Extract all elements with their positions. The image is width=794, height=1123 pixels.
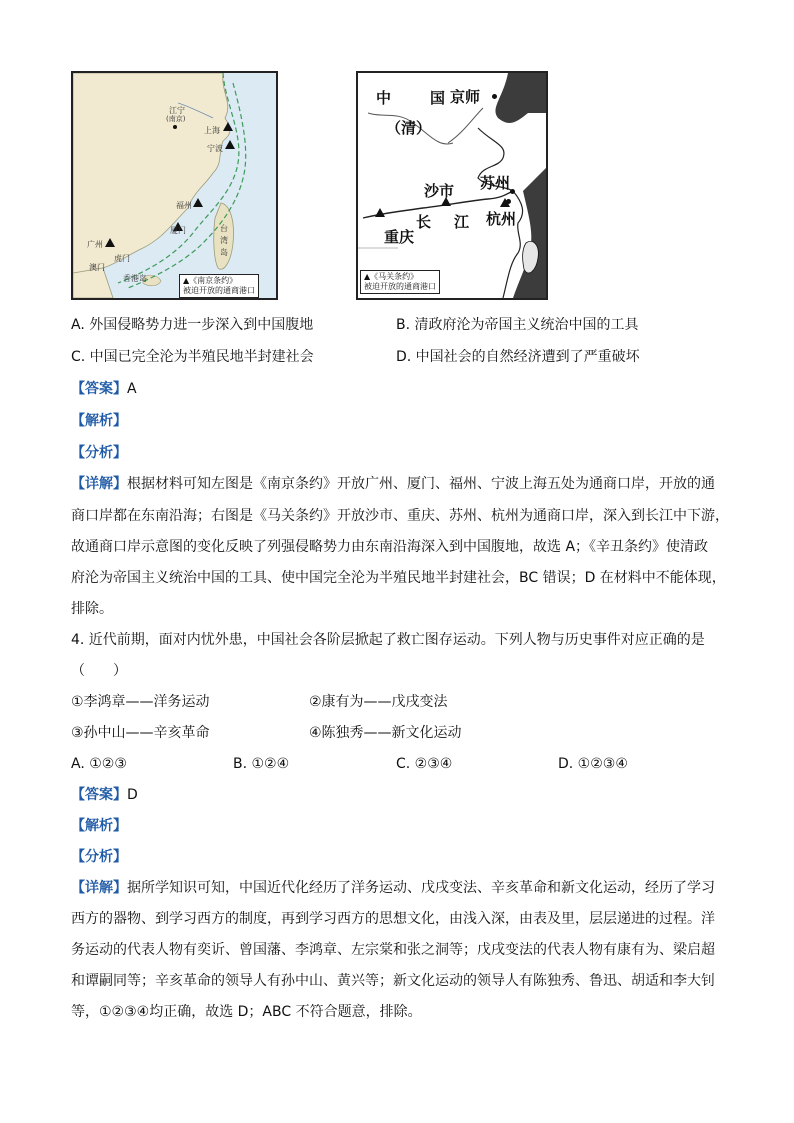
answer-value: A <box>127 381 137 397</box>
label-taiwan-2: 湾 <box>220 236 228 245</box>
q4-detail-line-5: 等，①②③④均正确，故选 D；ABC 不符合题意，排除。 <box>71 1004 422 1020</box>
label-guo: 国 <box>430 89 446 107</box>
q4-jiexi: 【解析】 <box>71 818 127 834</box>
label-humen: 虎门 <box>114 254 130 263</box>
label-suzhou: 苏州 <box>480 174 511 192</box>
q4-fenxi: 【分析】 <box>71 849 127 865</box>
label-jingshi: 京师 <box>450 88 481 106</box>
q4-detail-line-2: 西方的器物、到学习西方的制度，再到学习西方的思想文化，由浅入深，由表及里，层层递进的过程。洋 <box>71 911 715 927</box>
legend-caption: 被迫开放的通商港口 <box>183 286 255 295</box>
legend-caption: 被迫开放的通商港口 <box>364 282 436 291</box>
q3-fenxi: 【分析】 <box>71 445 127 461</box>
q4-answer <box>71 785 138 805</box>
guangzhou-port-marker <box>105 238 115 247</box>
q4-stem-line-1: 4. 近代前期，面对内忧外患，中国社会各阶层掀起了救亡图存运动。下列人物与历史事件对应正确的是 <box>71 632 705 648</box>
q3-option-d: D. 中国社会的自然经济遭到了严重破坏 <box>396 349 640 365</box>
label-chongqing: 重庆 <box>384 228 415 246</box>
q4-item-1: ①李鸿章——洋务运动 <box>71 694 210 710</box>
label-aomen: 澳门 <box>89 263 105 272</box>
label-jiang: 江 <box>454 213 470 231</box>
shashi-port-marker <box>441 197 451 206</box>
detail-text: 根据材料可知左图是《南京条约》开放广州、厦门、福州、宁波上海五处为通商口岸，开放的通 <box>127 476 715 492</box>
q3-detail-line-5: 排除。 <box>71 601 113 617</box>
ningbo-port-marker <box>225 140 235 149</box>
hangzhou-city-marker <box>506 199 511 204</box>
q4-detail-line-1 <box>71 878 715 898</box>
maguan-map-legend <box>360 270 440 294</box>
nanjing-map-legend <box>179 274 259 298</box>
q3-detail-line-3: 故通商口岸示意图的变化反映了列强侵略势力由东南沿海深入到中国腹地，故选 A；《辛丑条约》使清政 <box>71 539 709 555</box>
label-shashi: 沙市 <box>424 182 455 200</box>
q4-detail-line-3: 务运动的代表人物有奕䜣、曾国藩、李鸿章、左宗棠和张之洞等；戊戌变法的代表人物有康有为、梁启超 <box>71 942 715 958</box>
q3-detail-line-4: 府沦为帝国主义统治中国的工具、使中国完全沦为半殖民地半封建社会，BC 错误；D 在材料中不能体现， <box>71 570 726 586</box>
jingshi-marker <box>492 94 497 99</box>
legend-title: ▲《南京条约》 <box>183 276 238 285</box>
label-jiangning: 江宁 <box>169 106 185 115</box>
q3-detail-line-1 <box>71 474 715 494</box>
q3-answer <box>71 379 137 399</box>
q3-option-a: A. 外国侵略势力进一步深入到中国腹地 <box>71 317 314 333</box>
label-taiwan-3: 岛 <box>220 248 228 257</box>
q4-option-d: D. ①②③④ <box>558 756 628 772</box>
label-nanjing: (南京) <box>166 115 186 123</box>
answer-tag: 【答案】 <box>71 787 127 803</box>
legend-title: ▲《马关条约》 <box>364 272 419 281</box>
q4-option-a: A. ①②③ <box>71 756 127 772</box>
q4-option-c: C. ②③④ <box>396 756 453 772</box>
label-fuzhou: 福州 <box>176 201 192 210</box>
answer-tag: 【答案】 <box>71 381 127 397</box>
q4-item-2: ②康有为——戊戌变法 <box>309 694 448 710</box>
fuzhou-port-marker <box>193 198 203 207</box>
label-ningbo: 宁波 <box>207 144 223 153</box>
label-chang: 长 <box>416 213 432 231</box>
detail-text: 据所学知识可知，中国近代化经历了洋务运动、戊戌变法、辛亥革命和新文化运动，经历了学习 <box>127 880 715 896</box>
label-zhong: 中 <box>376 89 392 107</box>
answer-value: D <box>127 787 138 803</box>
nanjing-marker <box>173 125 177 129</box>
detail-tag: 【详解】 <box>71 880 127 896</box>
q4-item-3: ③孙中山——辛亥革命 <box>71 725 210 741</box>
shanghai-port-marker <box>223 122 233 131</box>
label-shanghai: 上海 <box>204 126 220 135</box>
label-hongkong: 香港岛 <box>123 274 147 283</box>
q3-option-b: B. 清政府沦为帝国主义统治中国的工具 <box>396 317 639 333</box>
q4-detail-line-4: 和谭嗣同等；辛亥革命的领导人有孙中山、黄兴等；新文化运动的领导人有陈独秀、鲁迅、胡适和李大钊 <box>71 973 715 989</box>
q3-detail-line-2: 商口岸都在东南沿海；右图是《马关条约》开放沙市、重庆、苏州、杭州为通商口岸，深入到长江中下游， <box>71 508 729 524</box>
nanjing-treaty-map <box>71 71 278 300</box>
q3-option-c: C. 中国已完全沦为半殖民地半封建社会 <box>71 349 314 365</box>
label-xiamen: 厦门 <box>170 226 186 235</box>
maguan-treaty-map <box>356 71 548 300</box>
q4-item-4: ④陈独秀——新文化运动 <box>309 725 462 741</box>
shanghai-marker <box>510 189 515 194</box>
detail-tag: 【详解】 <box>71 476 127 492</box>
q4-stem-line-2: （ ） <box>71 663 127 679</box>
label-guangzhou: 广州 <box>87 240 103 249</box>
label-taiwan-1: 台 <box>220 224 228 233</box>
q4-option-b: B. ①②④ <box>233 756 290 772</box>
q3-jiexi: 【解析】 <box>71 413 127 429</box>
label-hangzhou: 杭州 <box>486 210 517 228</box>
chongqing-port-marker <box>375 208 385 217</box>
label-qing: （清） <box>386 119 432 137</box>
